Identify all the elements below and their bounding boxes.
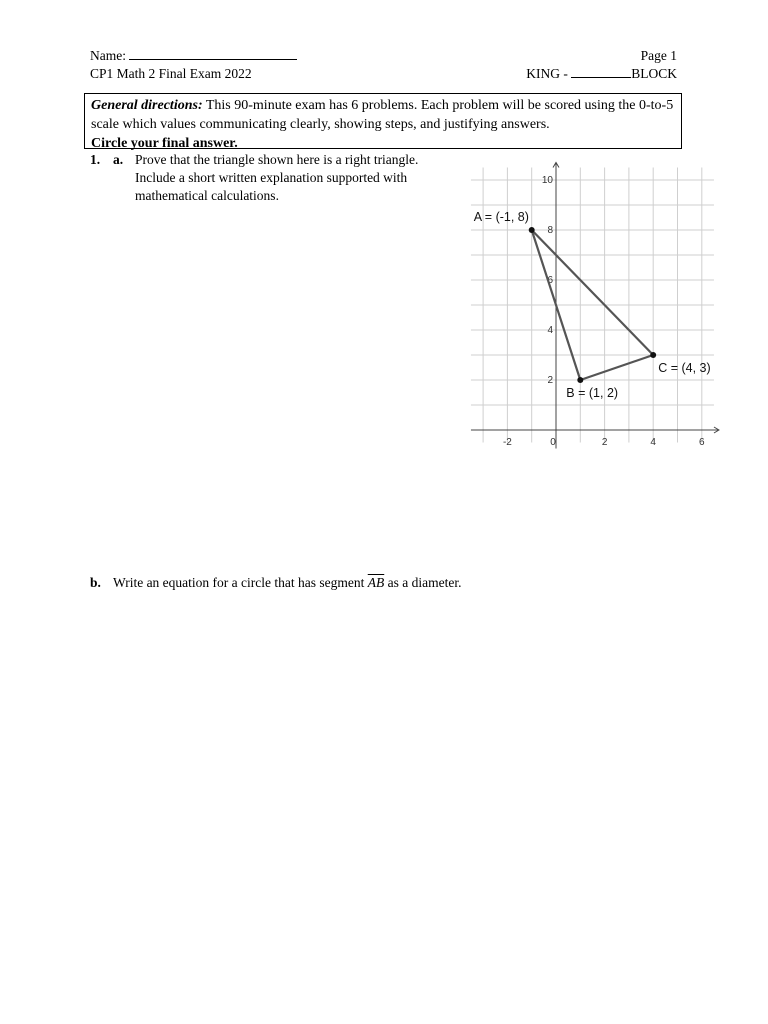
y-tick-label: 10	[541, 175, 553, 186]
x-tick-label: 6	[699, 437, 705, 448]
directions-text: This 90-minute exam has 6 problems. Each problem will be scored using the 0-to-5 scale which values communicating clearly, showing steps, and justifying answers.	[91, 98, 674, 132]
name-blank[interactable]	[129, 48, 297, 60]
y-tick-label: 6	[547, 275, 553, 286]
block-label: BLOCK	[631, 66, 677, 81]
part-b-label: b.	[90, 575, 101, 590]
directions-emphasis: Circle your final answer.	[91, 136, 238, 151]
y-tick-label: 4	[547, 325, 553, 336]
segment-ab: $\overline{AB}$	[367, 575, 385, 590]
page-number: Page 1	[640, 48, 677, 63]
problem-number: 1.	[90, 152, 101, 167]
point-c	[650, 352, 656, 358]
part-b-text: Write an equation for a circle that has segment $\overline{AB}$ as a diameter.	[113, 575, 462, 590]
graph-grid	[471, 168, 714, 443]
x-tick-label: 0	[550, 437, 556, 448]
part-a-line-1: Prove that the triangle shown here is a right triangle.	[135, 152, 419, 167]
triangle-graph	[467, 160, 729, 450]
name-label: Name:	[90, 48, 126, 63]
part-a-line-2: Include a short written explanation supported with	[135, 170, 408, 185]
part-a-line-3: mathematical calculations.	[135, 188, 279, 203]
x-tick-label: 4	[650, 437, 656, 448]
general-directions-box	[84, 93, 682, 149]
part-a-label: a.	[113, 152, 124, 167]
block-line	[526, 66, 677, 82]
point-a	[529, 227, 535, 233]
point-label-b: B = (1, 2)	[566, 386, 619, 400]
x-tick-label: 2	[601, 437, 608, 448]
point-label-c: C = (4, 3)	[658, 361, 711, 375]
exam-title: CP1 Math 2 Final Exam 2022	[90, 66, 252, 81]
directions-label: General directions:	[91, 98, 203, 113]
y-tick-label: 8	[547, 225, 553, 236]
point-b	[577, 377, 583, 383]
teacher-prefix: KING -	[526, 66, 568, 81]
x-tick-label: -2	[502, 437, 512, 448]
point-label-a: A = (-1, 8)	[473, 210, 529, 224]
y-tick-label: 2	[547, 375, 553, 386]
part-a-text	[135, 151, 465, 205]
block-blank[interactable]	[571, 66, 631, 78]
name-line	[90, 48, 297, 64]
